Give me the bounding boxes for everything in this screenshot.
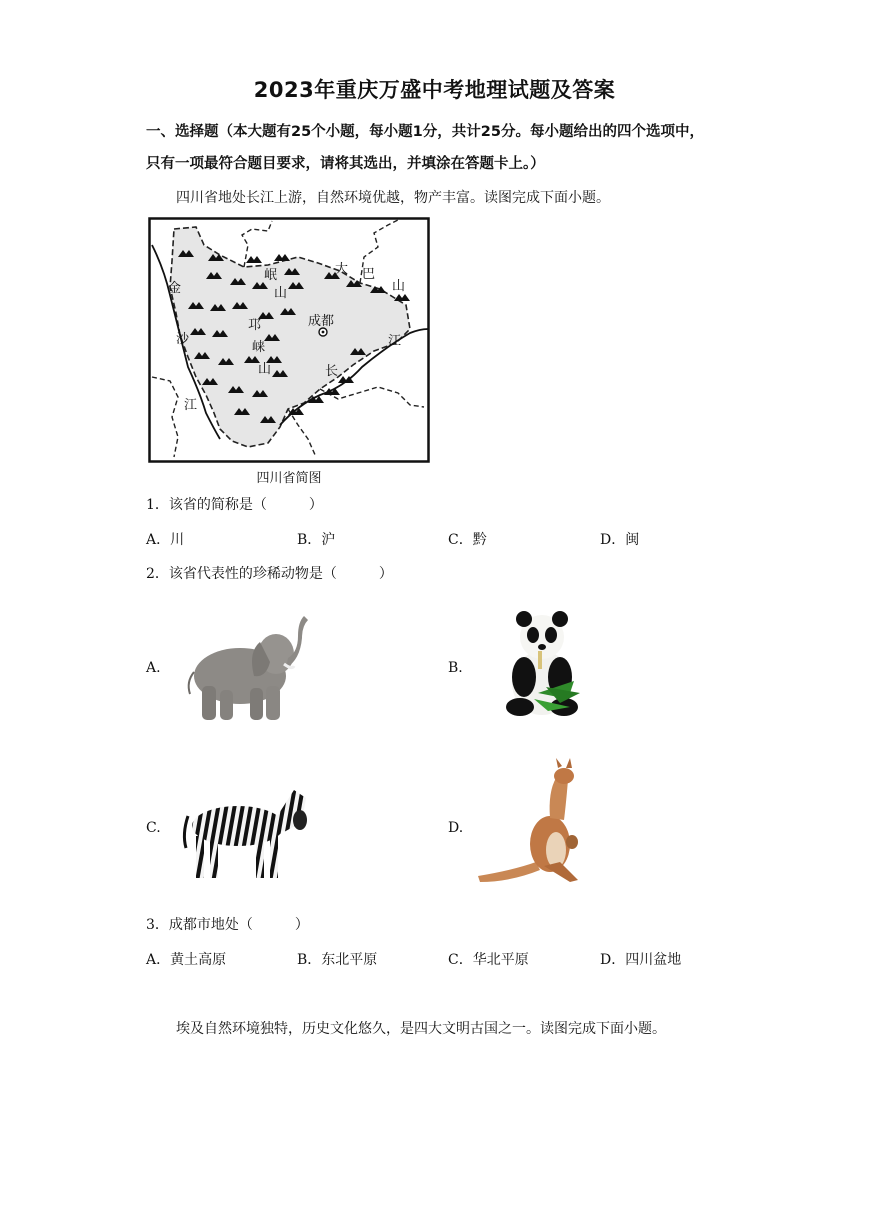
map-label-jin: 金 [168, 281, 182, 296]
zebra-image [180, 782, 310, 884]
q3-option-c: C．华北平原 [448, 952, 529, 968]
map-label-jiang-jinsha: 江 [184, 398, 198, 413]
map-label-shan-daba: 山 [392, 279, 406, 294]
q1-option-b: B．沪 [297, 532, 336, 548]
q2-option-b: B. [448, 660, 463, 676]
map-label-min2: 山 [274, 286, 288, 301]
q3-option-d: D．四川盆地 [600, 952, 682, 968]
kangaroo-image [474, 758, 584, 890]
q1-option-c: C．黔 [448, 532, 487, 548]
q3-option-a: A．黄土高原 [146, 952, 227, 968]
q2-option-a: A. [146, 660, 161, 676]
map-label-lai: 崃 [252, 340, 266, 355]
section-heading-line2: 只有一项最符合题目要求，请将其选出，并填涂在答题卡上。） [146, 156, 545, 172]
map-label-da: 大 [335, 262, 349, 277]
q2-option-d: D. [448, 820, 464, 836]
map-label-min1: 岷 [264, 268, 278, 283]
map-label-chang: 长 [325, 364, 339, 379]
page-title: 2023年重庆万盛中考地理试题及答案 [253, 78, 616, 102]
section-heading-line1: 一、选择题（本大题有25个小题，每小题1分，共计25分。每小题给出的四个选项中， [146, 124, 704, 140]
intro-egypt: 埃及自然环境独特，历史文化悠久，是四大文明古国之一。读图完成下面小题。 [176, 1021, 666, 1037]
elephant-image [180, 612, 310, 724]
q1-option-a: A．川 [146, 532, 185, 548]
map-label-sha: 沙 [176, 332, 190, 347]
intro-sichuan: 四川省地处长江上游，自然环境优越，物产丰富。读图完成下面小题。 [176, 190, 610, 206]
map-label-qiong: 邛 [248, 318, 262, 333]
q3-stem: 3．成都市地处（ ） [146, 917, 309, 933]
map-label-jiang-chang: 江 [388, 334, 402, 349]
q2-option-c: C. [146, 820, 161, 836]
sichuan-map [148, 217, 430, 463]
map-caption: 四川省简图 [256, 471, 322, 486]
map-label-ba: 巴 [362, 267, 376, 282]
panda-image [498, 607, 586, 719]
q3-option-b: B．东北平原 [297, 952, 378, 968]
map-label-shan-qionglai: 山 [258, 362, 272, 377]
map-label-chengdu: 成都 [308, 314, 335, 329]
q2-stem: 2．该省代表性的珍稀动物是（ ） [146, 566, 393, 582]
q1-option-d: D．闽 [600, 532, 640, 548]
q1-stem: 1．该省的简称是（ ） [146, 497, 323, 513]
